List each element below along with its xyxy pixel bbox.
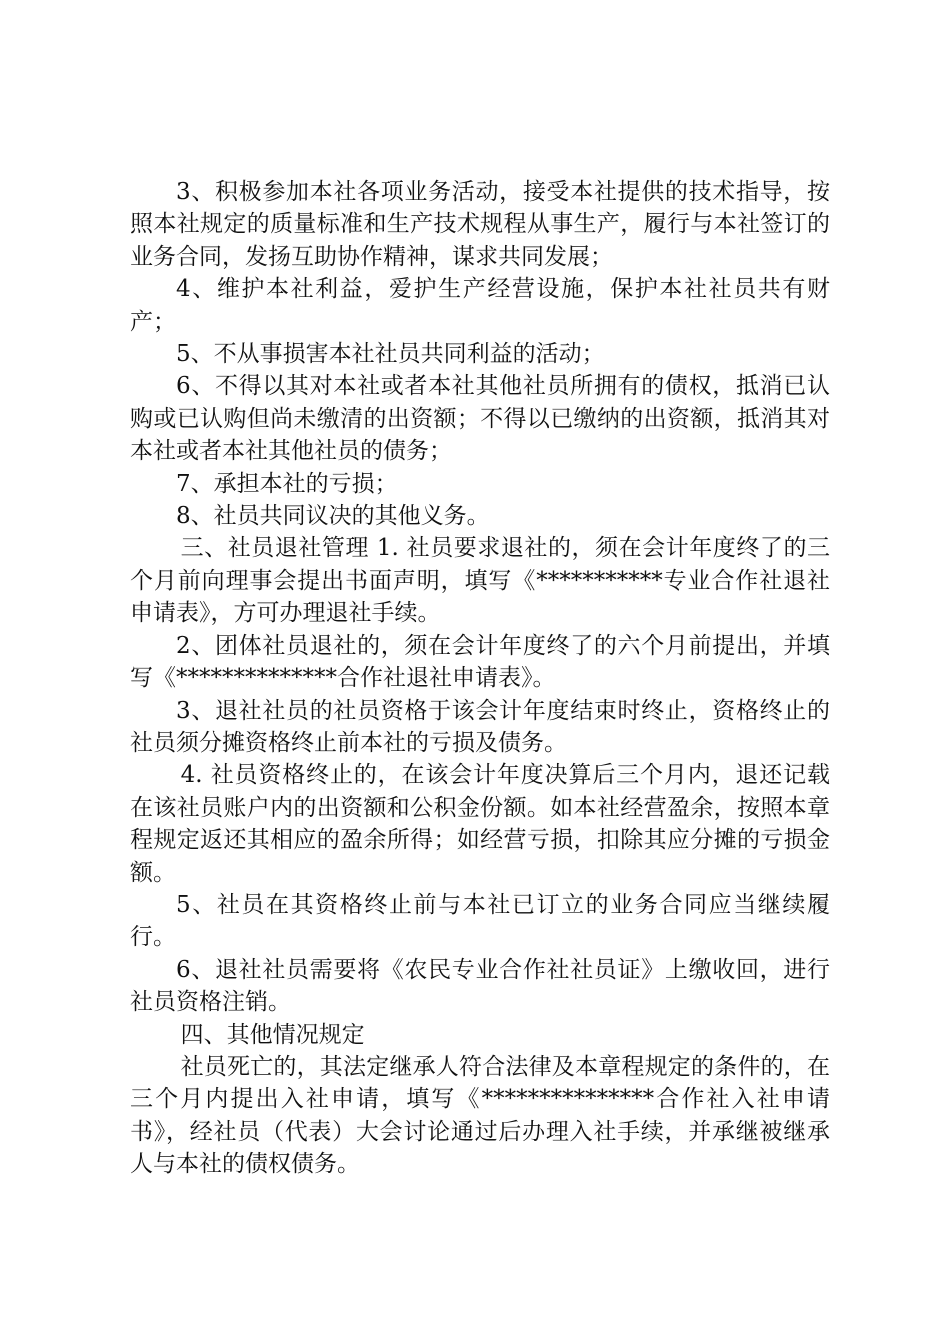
paragraph-obligation-3: 3、积极参加本社各项业务活动，接受本社提供的技术指导，按照本社规定的质量标准和生产技术规程从事生产，履行与本社签订的业务合同，发扬互助协作精神，谋求共同发展； [130,179,830,270]
paragraph-obligation-8: 8、社员共同议决的其他义务。 [176,503,490,530]
paragraph-withdrawal-2: 2、团体社员退社的，须在会计年度终了的六个月前提出，并填写《**************合作社退社申请表》。 [130,632,830,692]
document-body [130,176,830,1181]
paragraph-obligation-6: 6、不得以其对本社或者本社其他社员所拥有的债权，抵消已认购或已认购但尚未缴清的出资额；不得以已缴纳的出资额，抵消其对本社或者本社其他社员的债务； [130,373,830,465]
paragraph-member-death: 社员死亡的，其法定继承人符合法律及本章程规定的条件的，在三个月内提出入社申请，填写《***************合作社入社申请书》，经社员（代表）大会讨论通过后办理入社手续，并承继被继承人与本社的债权债务。 [130,1053,830,1178]
paragraph-obligation-5: 5、不从事损害本社社员共同利益的活动； [176,341,605,368]
paragraph-withdrawal-5: 5、社员在其资格终止前与本社已订立的业务合同应当继续履行。 [130,891,830,951]
paragraph-withdrawal-4: 4. 社员资格终止的，在该会计年度决算后三个月内，退还记载在该社员账户内的出资额和公积金份额。如本社经营盈余，按照本章程规定返还其相应的盈余所得；如经营亏损，扣除其应分摊的亏损金额。 [130,762,830,886]
paragraph-withdrawal-3: 3、退社社员的社员资格于该会计年度结束时终止，资格终止的社员须分摊资格终止前本社的亏损及债务。 [130,697,830,756]
paragraph-obligation-4: 4、维护本社利益，爱护生产经营设施，保护本社社员共有财产； [130,276,830,335]
section-withdrawal-management: 三、社员退社管理 1. 社员要求退社的，须在会计年度终了的三个月前向理事会提出书面声明，填写《***********专业合作社退社申请表》，方可办理退社手续。 [130,535,830,627]
paragraph-withdrawal-6: 6、退社社员需要将《农民专业合作社社员证》上缴收回，进行社员资格注销。 [130,956,830,1016]
section-other-provisions: 四、其他情况规定 [180,1021,365,1048]
paragraph-obligation-7: 7、承担本社的亏损； [176,470,398,497]
